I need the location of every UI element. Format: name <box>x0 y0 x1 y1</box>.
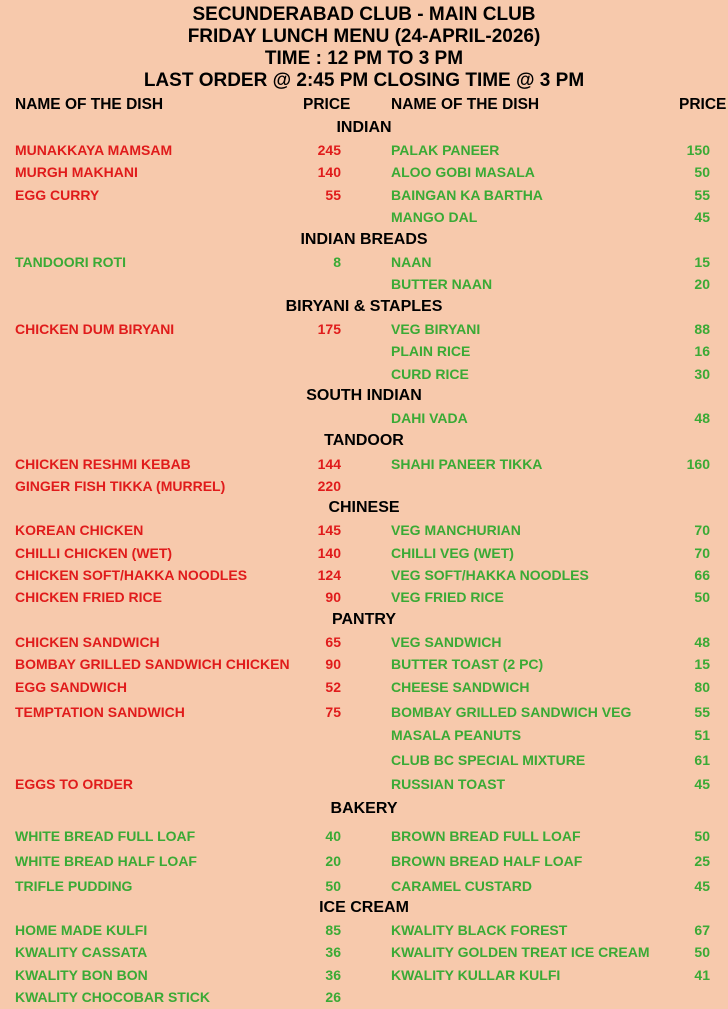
menu-row <box>0 545 728 565</box>
right-dish-name: CLUB BC SPECIAL MIXTURE <box>391 752 586 768</box>
right-dish-name: NAAN <box>391 254 432 270</box>
right-dish-name: MANGO DAL <box>391 209 478 225</box>
left-dish-price: 90 <box>325 589 341 605</box>
right-dish-price: 61 <box>694 752 710 768</box>
right-dish-name: KWALITY GOLDEN TREAT ICE CREAM <box>391 944 650 960</box>
right-dish-price: 88 <box>694 321 710 337</box>
right-dish-name: VEG MANCHURIAN <box>391 522 521 538</box>
right-dish-name: CARAMEL CUSTARD <box>391 878 533 894</box>
left-dish-name: EGG SANDWICH <box>15 679 127 695</box>
menu-row <box>0 776 728 796</box>
right-dish-name: MASALA PEANUTS <box>391 727 522 743</box>
left-dish-price: 145 <box>317 522 341 538</box>
menu-row <box>0 410 728 430</box>
menu-row <box>0 567 728 587</box>
right-dish-name: PALAK PANEER <box>391 142 500 158</box>
left-dish-name: MUNAKKAYA MAMSAM <box>15 142 173 158</box>
right-dish-price: 70 <box>694 522 710 538</box>
left-dish-name: KWALITY CASSATA <box>15 944 148 960</box>
menu-row <box>0 679 728 699</box>
section-heading: INDIAN <box>336 119 392 136</box>
column-header-right-name: NAME OF THE DISH <box>391 96 540 113</box>
right-dish-name: VEG SOFT/HAKKA NOODLES <box>391 567 589 583</box>
right-dish-price: 50 <box>694 828 710 844</box>
left-dish-name: TANDOORI ROTI <box>15 254 126 270</box>
left-dish-price: 36 <box>325 967 341 983</box>
menu-row <box>0 321 728 341</box>
right-dish-price: 80 <box>694 679 710 695</box>
menu-header <box>0 0 728 92</box>
right-dish-name: BROWN BREAD FULL LOAF <box>391 828 581 844</box>
right-dish-name: BROWN BREAD HALF LOAF <box>391 853 583 869</box>
left-dish-name: HOME MADE KULFI <box>15 922 148 938</box>
menu-row <box>0 752 728 772</box>
right-dish-price: 66 <box>694 567 710 583</box>
left-dish-name: CHICKEN SOFT/HAKKA NOODLES <box>15 567 248 583</box>
left-dish-name: MURGH MAKHANI <box>15 164 138 180</box>
right-dish-price: 50 <box>694 164 710 180</box>
right-dish-name: CHEESE SANDWICH <box>391 679 530 695</box>
right-dish-name: BOMBAY GRILLED SANDWICH VEG <box>391 704 632 720</box>
left-dish-price: 40 <box>325 828 341 844</box>
right-dish-name: CHILLI VEG (WET) <box>391 545 514 561</box>
right-dish-price: 16 <box>694 343 710 359</box>
left-dish-price: 8 <box>333 254 341 270</box>
left-dish-name: KWALITY CHOCOBAR STICK <box>15 989 210 1005</box>
menu-row <box>0 878 728 898</box>
menu-row <box>0 254 728 274</box>
left-dish-name: KOREAN CHICKEN <box>15 522 144 538</box>
right-dish-name: SHAHI PANEER TIKKA <box>391 456 543 472</box>
left-dish-price: 75 <box>325 704 341 720</box>
menu-row <box>0 164 728 184</box>
right-dish-name: VEG FRIED RICE <box>391 589 504 605</box>
right-dish-name: KWALITY KULLAR KULFI <box>391 967 561 983</box>
left-dish-price: 140 <box>317 164 341 180</box>
left-dish-price: 175 <box>317 321 341 337</box>
section-heading: CHINESE <box>328 499 400 516</box>
left-dish-price: 65 <box>325 634 341 650</box>
section-heading: PANTRY <box>332 611 396 628</box>
column-header-left-name: NAME OF THE DISH <box>15 96 164 113</box>
right-dish-name: VEG SANDWICH <box>391 634 502 650</box>
left-dish-name: EGG CURRY <box>15 187 100 203</box>
right-dish-price: 15 <box>694 254 710 270</box>
last-order-time: LAST ORDER @ 2:45 PM CLOSING TIME @ 3 PM <box>143 70 585 91</box>
right-dish-price: 25 <box>694 853 710 869</box>
left-dish-name: CHICKEN DUM BIRYANI <box>15 321 175 337</box>
menu-row <box>0 704 728 724</box>
right-dish-price: 67 <box>694 922 710 938</box>
right-dish-price: 51 <box>694 727 710 743</box>
section-heading: SOUTH INDIAN <box>306 387 422 404</box>
left-dish-price: 20 <box>325 853 341 869</box>
left-dish-name: GINGER FISH TIKKA (MURREL) <box>15 478 226 494</box>
left-dish-name: EGGS TO ORDER <box>15 776 133 792</box>
left-dish-price: 144 <box>317 456 341 472</box>
left-dish-price: 245 <box>317 142 341 158</box>
menu-row <box>0 634 728 654</box>
right-dish-name: DAHI VADA <box>391 410 468 426</box>
menu-row <box>0 209 728 229</box>
left-dish-price: 50 <box>325 878 341 894</box>
menu-row <box>0 828 728 848</box>
left-dish-name: CHICKEN FRIED RICE <box>15 589 163 605</box>
menu-row <box>0 276 728 296</box>
menu-title: FRIDAY LUNCH MENU (24-APRIL-2026) <box>187 26 541 47</box>
right-dish-name: PLAIN RICE <box>391 343 471 359</box>
left-dish-name: CHICKEN SANDWICH <box>15 634 160 650</box>
right-dish-name: BAINGAN KA BARTHA <box>391 187 543 203</box>
column-header-left-price: PRICE <box>303 96 351 113</box>
club-title: SECUNDERABAD CLUB - MAIN CLUB <box>192 4 536 25</box>
left-dish-name: TEMPTATION SANDWICH <box>15 704 185 720</box>
right-dish-price: 150 <box>686 142 710 158</box>
left-dish-price: 220 <box>317 478 341 494</box>
right-dish-price: 55 <box>694 187 710 203</box>
menu-row <box>0 366 728 386</box>
right-dish-price: 41 <box>694 967 710 983</box>
left-dish-name: KWALITY BON BON <box>15 967 148 983</box>
right-dish-name: RUSSIAN TOAST <box>391 776 506 792</box>
left-dish-price: 26 <box>325 989 341 1005</box>
left-dish-price: 90 <box>325 656 341 672</box>
menu-row <box>0 656 728 676</box>
right-dish-price: 20 <box>694 276 710 292</box>
left-dish-name: WHITE BREAD HALF LOAF <box>15 853 197 869</box>
service-time: TIME : 12 PM TO 3 PM <box>264 48 464 69</box>
menu-row <box>0 589 728 609</box>
menu-row <box>0 522 728 542</box>
menu-row <box>0 343 728 363</box>
right-dish-price: 70 <box>694 545 710 561</box>
menu-row <box>0 853 728 873</box>
right-dish-name: KWALITY BLACK FOREST <box>391 922 568 938</box>
right-dish-price: 45 <box>694 209 710 225</box>
section-heading: ICE CREAM <box>319 899 409 916</box>
right-dish-price: 30 <box>694 366 710 382</box>
section-heading: BAKERY <box>330 800 398 817</box>
left-dish-name: CHILLI CHICKEN (WET) <box>15 545 173 561</box>
left-dish-name: TRIFLE PUDDING <box>15 878 133 894</box>
menu-row <box>0 727 728 747</box>
menu-row <box>0 456 728 476</box>
right-dish-name: CURD RICE <box>391 366 469 382</box>
left-dish-name: BOMBAY GRILLED SANDWICH CHICKEN <box>15 656 290 672</box>
right-dish-name: VEG BIRYANI <box>391 321 481 337</box>
right-dish-price: 50 <box>694 589 710 605</box>
left-dish-price: 52 <box>325 679 341 695</box>
left-dish-price: 140 <box>317 545 341 561</box>
menu-row <box>0 478 728 498</box>
menu-row <box>0 922 728 942</box>
right-dish-price: 50 <box>694 944 710 960</box>
right-dish-price: 45 <box>694 776 710 792</box>
menu-row <box>0 989 728 1009</box>
menu-row <box>0 142 728 162</box>
menu-row <box>0 944 728 964</box>
left-dish-name: WHITE BREAD FULL LOAF <box>15 828 196 844</box>
left-dish-price: 55 <box>325 187 341 203</box>
right-dish-price: 15 <box>694 656 710 672</box>
left-dish-price: 36 <box>325 944 341 960</box>
right-dish-price: 160 <box>686 456 710 472</box>
column-header-right-price: PRICE <box>679 96 727 113</box>
right-dish-name: ALOO GOBI MASALA <box>391 164 535 180</box>
right-dish-price: 45 <box>694 878 710 894</box>
right-dish-name: BUTTER NAAN <box>391 276 493 292</box>
left-dish-price: 124 <box>317 567 341 583</box>
left-dish-price: 85 <box>325 922 341 938</box>
right-dish-price: 48 <box>694 634 710 650</box>
section-heading: INDIAN BREADS <box>300 231 428 248</box>
right-dish-price: 55 <box>694 704 710 720</box>
menu-row <box>0 967 728 987</box>
menu-row <box>0 187 728 207</box>
left-dish-name: CHICKEN RESHMI KEBAB <box>15 456 191 472</box>
right-dish-price: 48 <box>694 410 710 426</box>
section-heading: TANDOOR <box>324 432 404 449</box>
section-heading: BIRYANI & STAPLES <box>285 298 443 315</box>
right-dish-name: BUTTER TOAST (2 PC) <box>391 656 544 672</box>
